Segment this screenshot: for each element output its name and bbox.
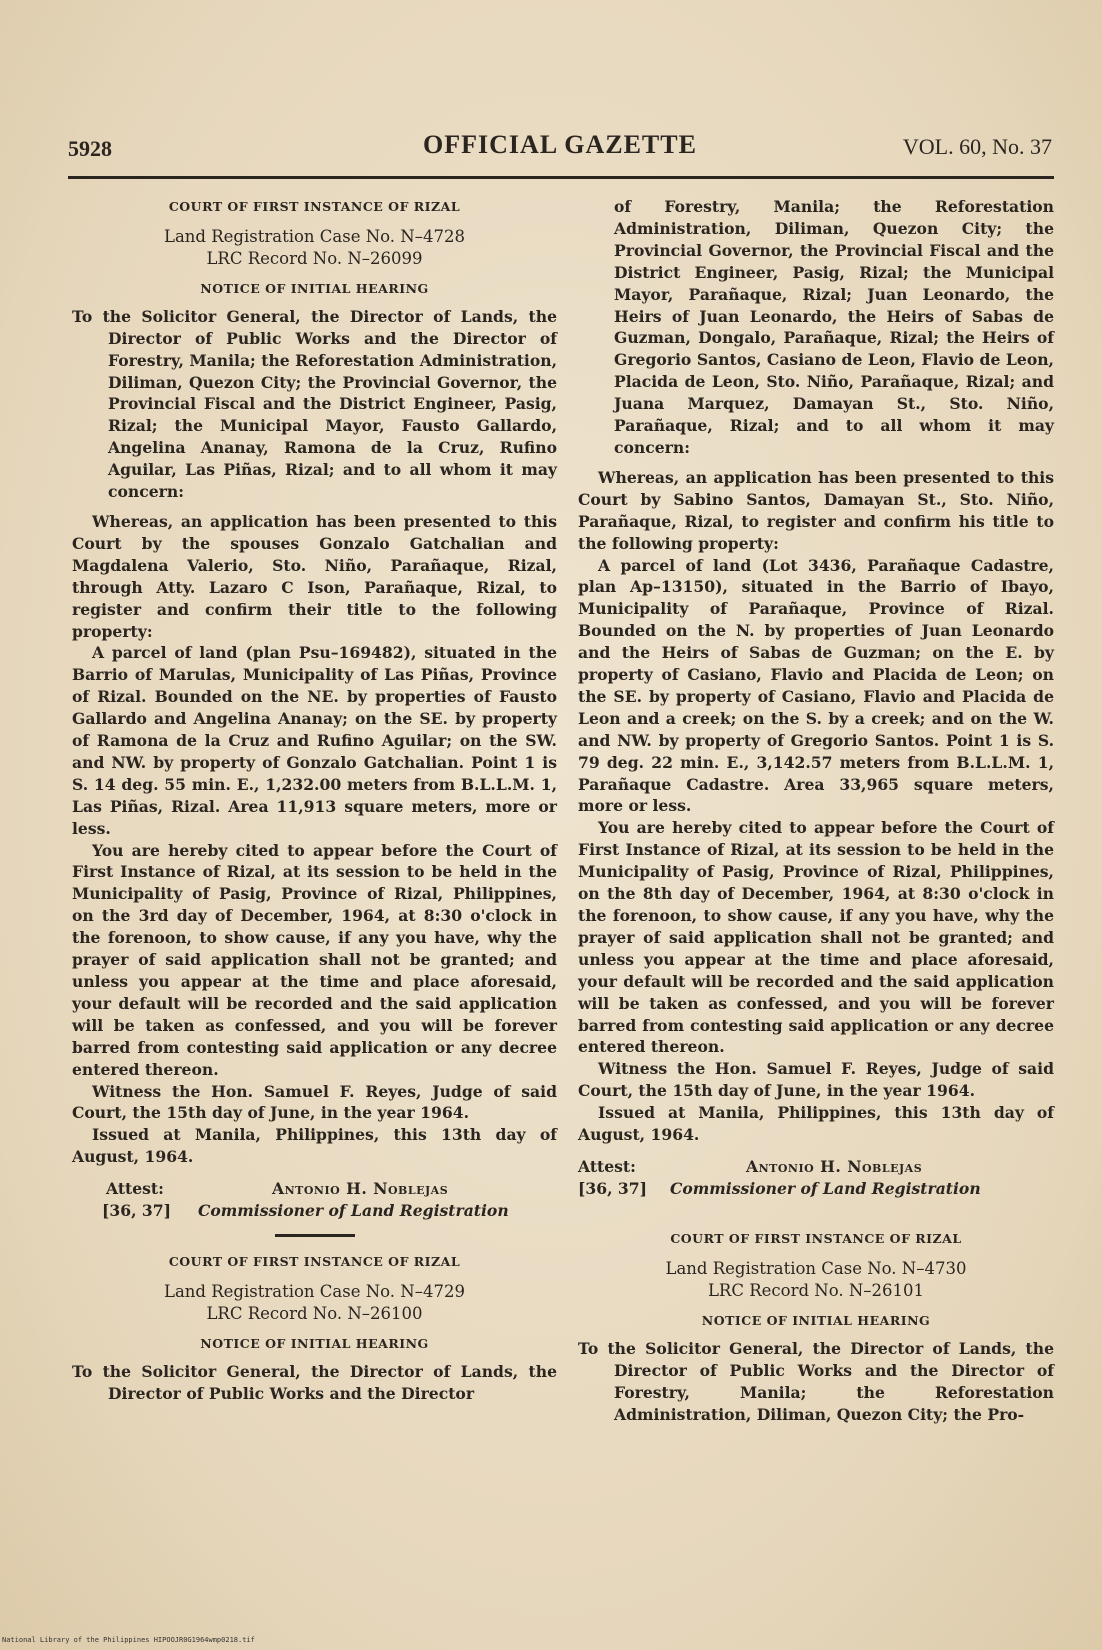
witness-paragraph: Witness the Hon. Samuel F. Reyes, Judge of said Court, the 15th day of June, in the year 1964.: [578, 1059, 1054, 1101]
court-heading: COURT OF FIRST INSTANCE OF RIZAL: [670, 1230, 962, 1246]
notice-heading: NOTICE OF INITIAL HEARING: [200, 1336, 429, 1352]
whereas-paragraph: Whereas, an application has been presented to this Court by the spouses Gonzalo Gatchalian and Magdalena Valerio, Sto. Niño, Parañaque, Rizal, through Atty. Lazaro C Ison, Parañaque, Rizal, to register and confirm their title to the following property:: [72, 511, 557, 641]
scan-footer: National Library of the Philippines HIPOOJR0G1964wmp0218.tif: [2, 1636, 255, 1644]
citation-paragraph: You are hereby cited to appear before the Court of First Instance of Rizal, at its session to be held in the Municipality of Pasig, Province of Rizal, Philippines, on the 8th day of December, 1964, at 8:30 o'clock in the forenoon, to show cause, if any you have, why the prayer of said application shall not be granted; and unless you appear at the time and place aforesaid, your default will be recorded and the said application will be taken as confessed, and you will be forever barred from contesting said application or any decree entered thereon.: [578, 818, 1054, 1057]
signatory-name: Antonio H. Noblejas: [272, 1179, 449, 1199]
issue-numbers: [36, 37]: [578, 1178, 648, 1198]
addressees-continued: of Forestry, Manila; the Reforestation Administration, Diliman, Quezon City; the Provincial Governor, the Provincial Fiscal and the District Engineer, Pasig, Rizal; the Municipal Mayor, Parañaque, Rizal; Juan Leonardo, the Heirs of Juan Leonardo, the Heirs of Sabas de Guzman, Dongalo, Parañaque, Rizal; the Heirs of Gregorio Santos, Casiano de Leon, Flavio de Leon, Placida de Leon, Sto. Niño, Parañaque, Rizal; and Juana Marquez, Damayan St., Sto. Niño, Parañaque, Rizal; and to all whom it may concern:: [614, 197, 1054, 457]
signature-block: [72, 1178, 557, 1224]
page-number: 5928: [68, 136, 112, 161]
record-number: LRC Record No. N–26100: [206, 1304, 423, 1324]
right-column: [578, 196, 1054, 1433]
attest-label: Attest:: [578, 1156, 636, 1176]
case-number: Land Registration Case No. N–4729: [164, 1282, 465, 1302]
case-number: Land Registration Case No. N–4728: [164, 226, 465, 246]
parcel-paragraph: A parcel of land (plan Psu–169482), situated in the Barrio of Marulas, Municipality of Las Piñas, Province of Rizal. Bounded on the NE. by properties of Fausto Gallardo and Angelina Ananay; on the SE. by property of Ramona de la Cruz and Rufino Aguilar; on the SW. and NW. by property of Gonzalo Gatchalian. Point 1 is S. 14 deg. 55 min. E., 1,232.00 meters from B.L.L.M. 1, Las Piñas, Rizal. Area 11,913 square meters, more or less.: [72, 643, 557, 838]
addressees-paragraph: To the Solicitor General, the Director of Lands, the Director of Public Works and the Director: [72, 1361, 557, 1403]
signature-block: [578, 1156, 1054, 1202]
addressees-paragraph: To the Solicitor General, the Director of Lands, the Director of Public Works and the Director of Forestry, Manila; the Reforestation Administration, Diliman, Quezon City; the Pro-: [578, 1338, 1054, 1424]
addressees-paragraph: To the Solicitor General, the Director of Lands, the Director of Public Works and the Director of Forestry, Manila; the Reforestation Administration, Diliman, Quezon City; the Provincial Governor, the Provincial Fiscal and the District Engineer, Pasig, Rizal; the Municipal Mayor, Fausto Gallardo, Angelina Ananay, Ramona de la Cruz, Rufino Aguilar, Las Piñas, Rizal; and to all whom it may concern:: [72, 306, 557, 502]
signatory-title: Commissioner of Land Registration: [670, 1178, 981, 1198]
citation-paragraph: You are hereby cited to appear before the Court of First Instance of Rizal, at its session to be held in the Municipality of Pasig, Province of Rizal, Philippines, on the 3rd day of December, 1964, at 8:30 o'clock in the forenoon, to show cause, if any you have, why the prayer of said application shall not be granted; and unless you appear at the time and place aforesaid, your default will be recorded and the said application will be taken as confessed, and you will be forever barred from contesting said application or any decree entered thereon.: [72, 840, 557, 1079]
notice-heading: NOTICE OF INITIAL HEARING: [701, 1312, 931, 1328]
record-number: LRC Record No. N–26099: [206, 248, 423, 268]
whereas-paragraph: Whereas, an application has been presented to this Court by Sabino Santos, Damayan St., Sto. Niño, Parañaque, Rizal, to register and confirm his title to the following property:: [578, 467, 1054, 553]
left-column: [72, 196, 557, 1413]
header-rule: [68, 176, 1054, 179]
case-number: Land Registration Case No. N–4730: [665, 1258, 967, 1278]
issue-numbers: [36, 37]: [102, 1201, 172, 1221]
volume-label: VOL. 60, No. 37: [902, 134, 1052, 159]
parcel-paragraph: A parcel of land (Lot 3436, Parañaque Cadastre, plan Ap–13150), situated in the Barrio of Ibayo, Municipality of Parañaque, Province of Rizal. Bounded on the N. by properties of Juan Leonardo and the Heirs of Sabas de Guzman; on the E. by property of Casiano, Flavio and Placida de Leon; on the SE. by property of Casiano, Flavio and Placida de Leon and a creek; on the S. by a creek; and on the W. and NW. by property of Gregorio Santos. Point 1 is S. 79 deg. 22 min. E., 3,142.57 meters from B.L.L.M. 1, Parañaque Cadastre. Area 33,965 square meters, more or less.: [578, 555, 1054, 816]
signatory-title: Commissioner of Land Registration: [198, 1201, 509, 1221]
court-heading: COURT OF FIRST INSTANCE OF RIZAL: [168, 199, 461, 214]
record-number: LRC Record No. N–26101: [707, 1280, 925, 1300]
page-header: [68, 130, 1052, 170]
issued-paragraph: Issued at Manila, Philippines, this 13th day of August, 1964.: [578, 1103, 1054, 1145]
issued-paragraph: Issued at Manila, Philippines, this 13th day of August, 1964.: [72, 1125, 557, 1167]
court-heading: COURT OF FIRST INSTANCE OF RIZAL: [168, 1254, 461, 1270]
notice-heading: NOTICE OF INITIAL HEARING: [200, 280, 429, 296]
section-divider: [275, 1234, 355, 1237]
attest-label: Attest:: [106, 1179, 164, 1199]
publication-title: OFFICIAL GAZETTE: [423, 130, 697, 159]
signatory-name: Antonio H. Noblejas: [746, 1156, 923, 1176]
witness-paragraph: Witness the Hon. Samuel F. Reyes, Judge of said Court, the 15th day of June, in the year 1964.: [72, 1081, 557, 1123]
